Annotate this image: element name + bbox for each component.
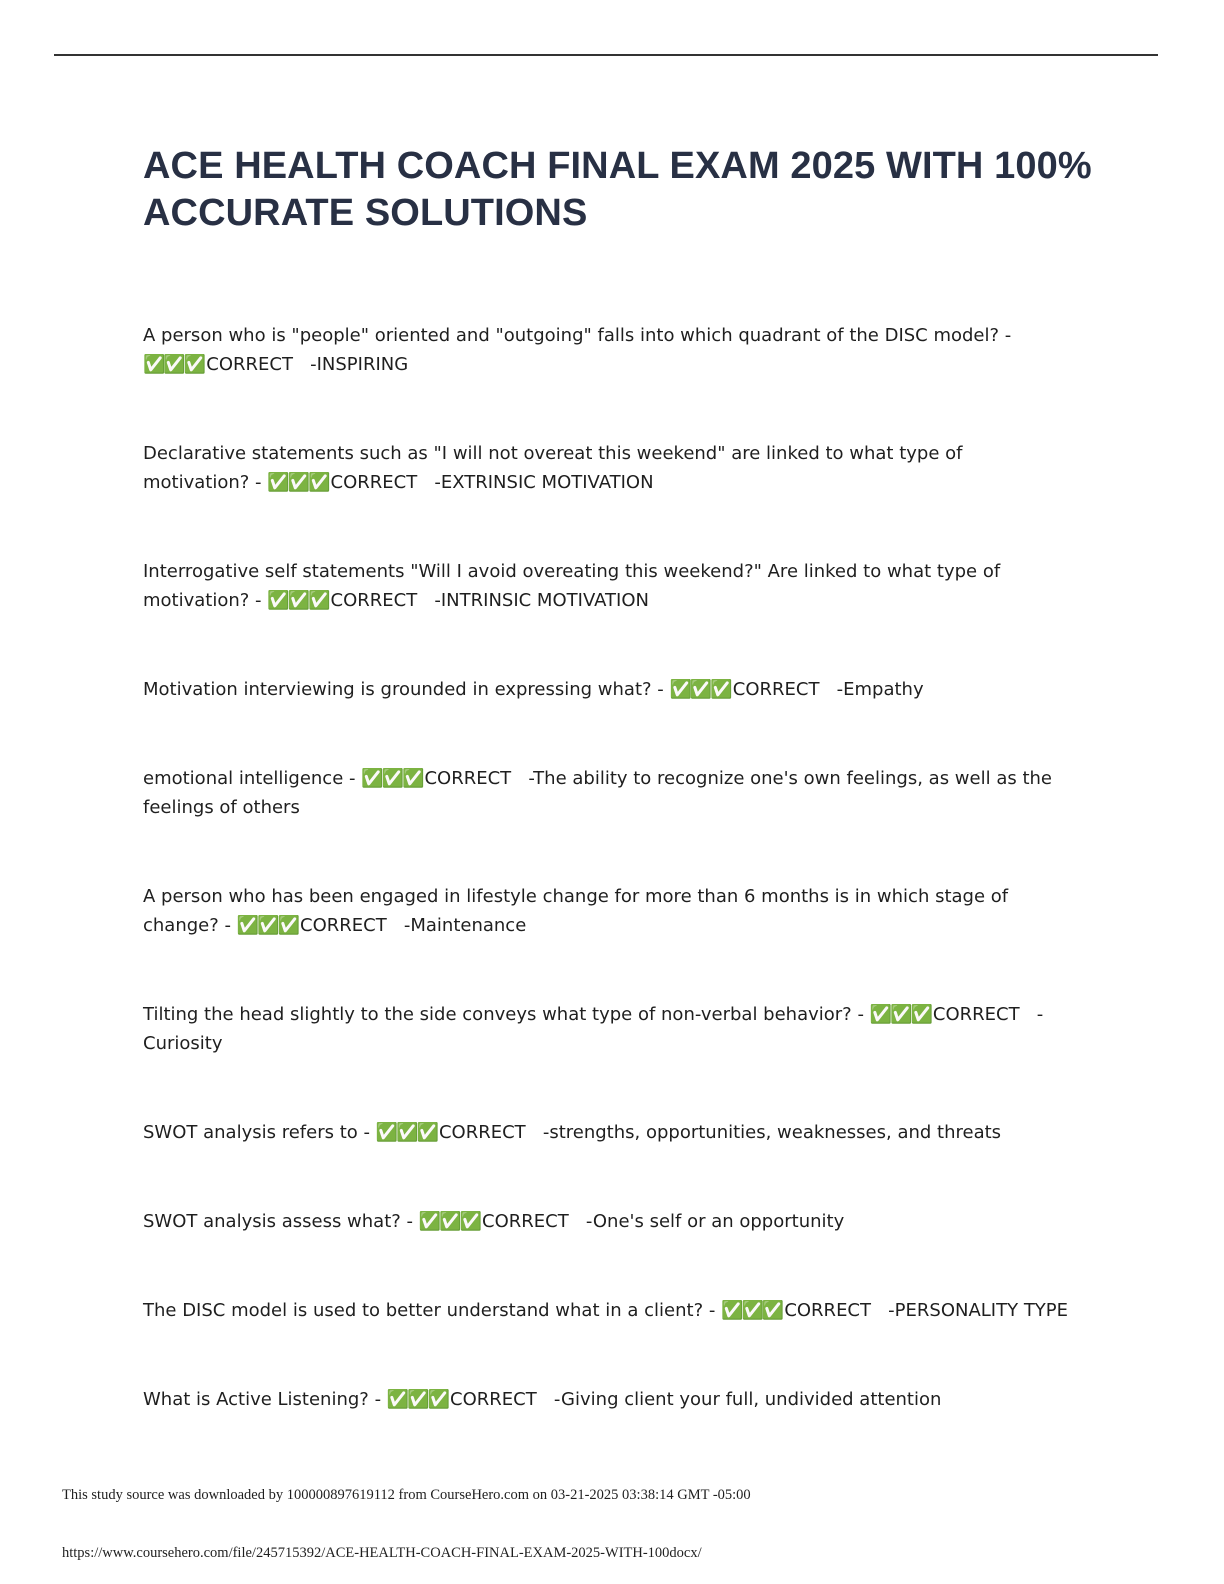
answer-text: -EXTRINSIC MOTIVATION (417, 472, 654, 493)
check-icon: ✅✅✅ (361, 768, 423, 789)
answer-label: CORRECT (482, 1211, 569, 1232)
answer-text: -Giving client your full, undivided attention (536, 1389, 942, 1410)
answer-text: -INTRINSIC MOTIVATION (417, 590, 649, 611)
qa-item (143, 557, 1073, 615)
qa-item (143, 1296, 1073, 1325)
answer-label: CORRECT (206, 354, 293, 375)
answer-label: CORRECT (784, 1300, 871, 1321)
answer-text: -One's self or an opportunity (568, 1211, 845, 1232)
qa-item (143, 1000, 1073, 1058)
qa-item (143, 764, 1073, 822)
check-icon: ✅✅✅ (669, 679, 731, 700)
check-icon: ✅✅✅ (721, 1300, 783, 1321)
question-text: Interrogative self statements "Will I avoid overeating this weekend?" Are linked to what type of motivation? - (143, 561, 1006, 611)
answer-text: -Curiosity (143, 1004, 1044, 1054)
answer-label: CORRECT (424, 768, 512, 789)
question-text: Motivation interviewing is grounded in expressing what? - (143, 679, 670, 700)
question-text: SWOT analysis refers to - (143, 1122, 376, 1143)
answer-text: -The ability to recognize one's own feelings, as well as the feelings of others (143, 768, 1058, 818)
question-text: A person who is "people" oriented and "outgoing" falls into which quadrant of the DISC model? - (143, 325, 1018, 346)
question-text: What is Active Listening? - (143, 1389, 387, 1410)
answer-label: CORRECT (300, 915, 387, 936)
answer-text: -PERSONALITY TYPE (871, 1300, 1069, 1321)
check-icon: ✅✅✅ (236, 915, 298, 936)
check-icon: ✅✅✅ (143, 354, 205, 375)
answer-label: CORRECT (932, 1004, 1020, 1025)
answer-label: CORRECT (330, 590, 418, 611)
qa-item (143, 1118, 1073, 1147)
answer-label: CORRECT (330, 472, 418, 493)
check-icon: ✅✅✅ (386, 1389, 449, 1410)
answer-text: -Empathy (819, 679, 924, 700)
answer-text: -strengths, opportunities, weaknesses, and threats (525, 1122, 1002, 1143)
answer-text: -INSPIRING (292, 354, 409, 375)
check-icon: ✅✅✅ (267, 590, 329, 611)
answer-text: -Maintenance (386, 915, 527, 936)
answer-label: CORRECT (450, 1389, 537, 1410)
check-icon: ✅✅✅ (869, 1004, 931, 1025)
check-icon: ✅✅✅ (267, 472, 329, 493)
question-text: Declarative statements such as "I will not overeat this weekend" are linked to what type of motivation? - (143, 443, 969, 493)
qa-item (143, 675, 1073, 704)
download-source-notice: This study source was downloaded by 100000897619112 from CourseHero.com on 03-21-2025 03:38:14 GMT -05:00 (62, 1487, 751, 1503)
question-text: The DISC model is used to better understand what in a client? - (143, 1300, 722, 1321)
question-text: Tilting the head slightly to the side conveys what type of non-verbal behavior? - (143, 1004, 870, 1025)
question-text: SWOT analysis assess what? - (143, 1211, 419, 1232)
qa-item (143, 321, 1073, 379)
qa-item (143, 439, 1073, 497)
answer-label: CORRECT (732, 679, 820, 700)
question-text: A person who has been engaged in lifestyle change for more than 6 months is in which stage of change? - (143, 886, 1014, 936)
question-text: emotional intelligence - (143, 768, 362, 789)
qa-item (143, 1385, 1073, 1414)
qa-item (143, 882, 1073, 940)
check-icon: ✅✅✅ (418, 1211, 481, 1232)
source-url-link[interactable]: https://www.coursehero.com/file/245715392/ACE-HEALTH-COACH-FINAL-EXAM-2025-WITH-100docx/ (62, 1545, 702, 1561)
check-icon: ✅✅✅ (375, 1122, 437, 1143)
answer-label: CORRECT (438, 1122, 526, 1143)
document-title: ACE HEALTH COACH FINAL EXAM 2025 WITH 100% ACCURATE SOLUTIONS (143, 145, 1092, 234)
qa-item (143, 1207, 1073, 1236)
top-divider (54, 54, 1158, 56)
